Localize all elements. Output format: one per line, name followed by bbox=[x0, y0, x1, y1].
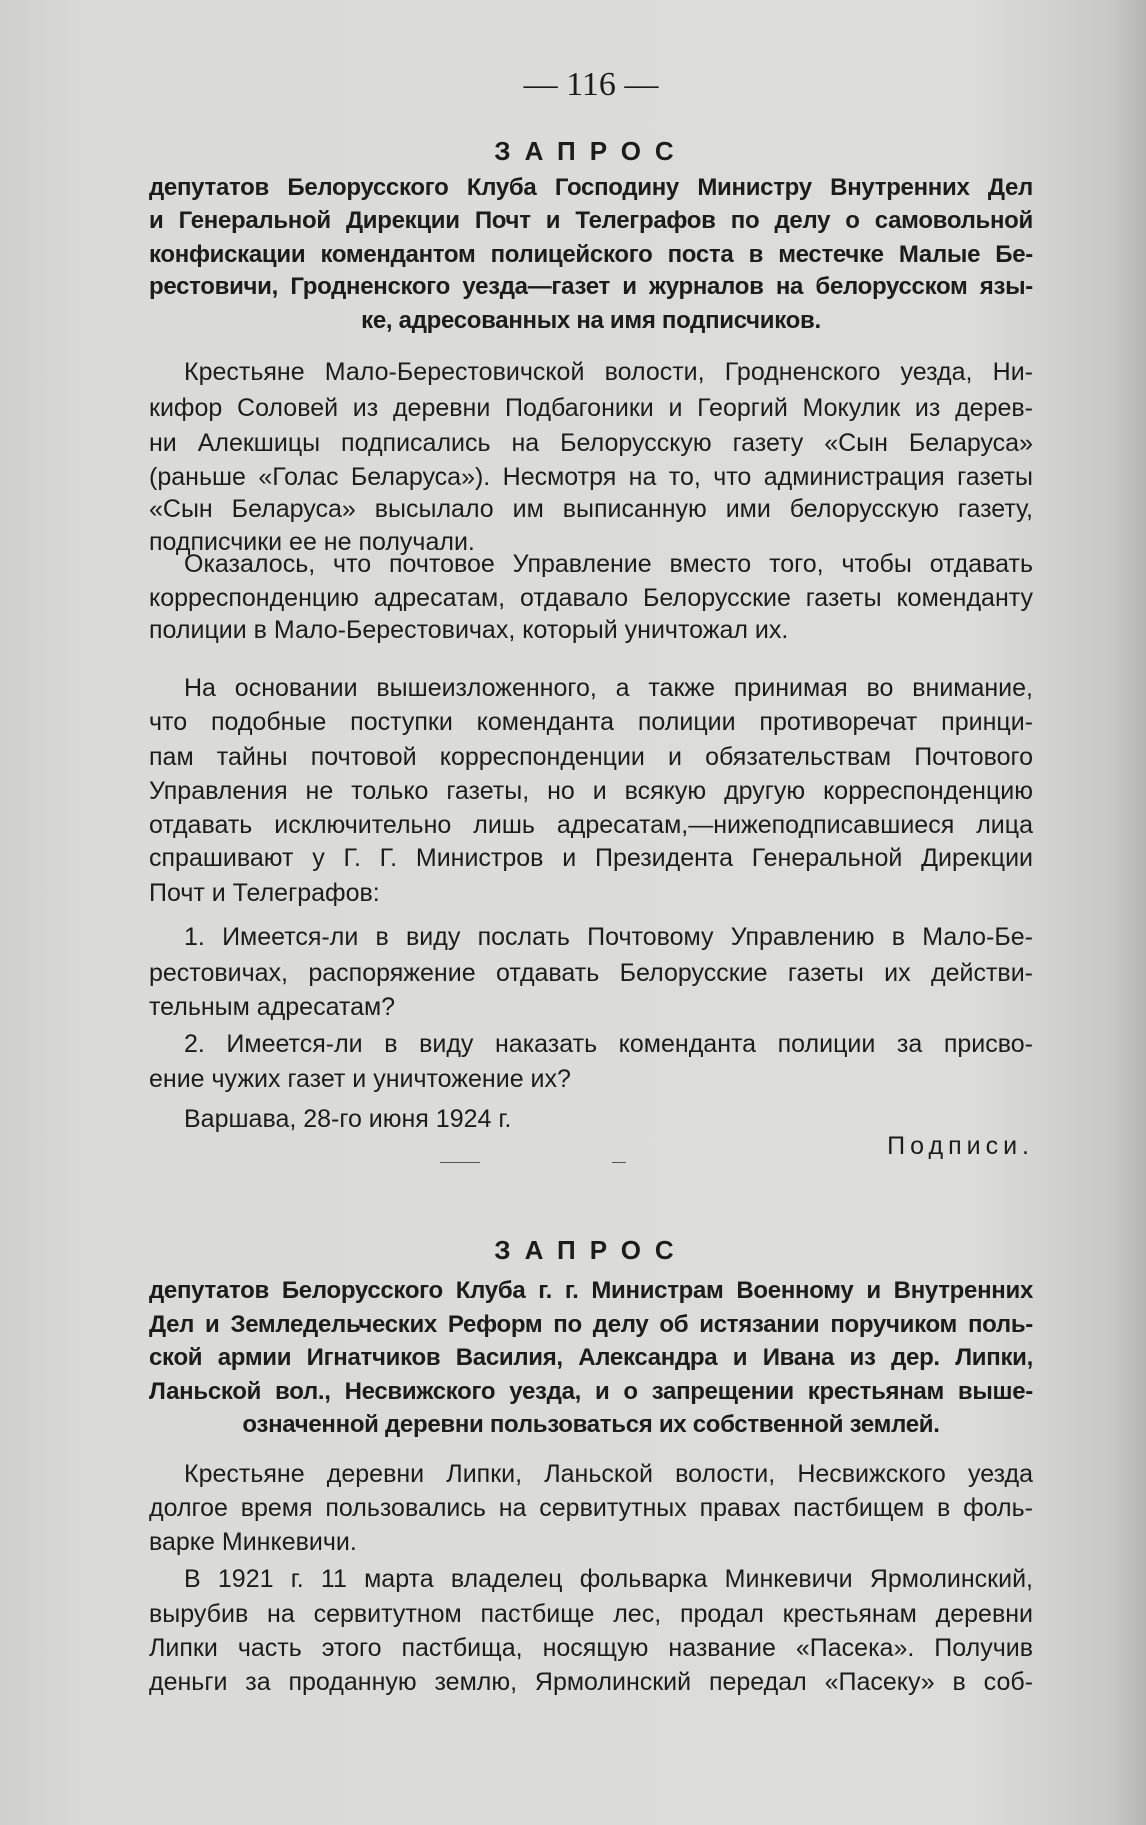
paragraph-line: Управления не только газеты, но и всякую другую корреспонденцию bbox=[149, 777, 1033, 805]
paragraph-line: ни Алекшицы подписались на Белорусскую газету «Сын Беларуса» bbox=[149, 429, 1033, 457]
date-line: Варшава, 28-го июня 1924 г. bbox=[184, 1105, 512, 1133]
section-1-heading-line: конфискации комендантом полицейского поста в местечке Малые Бе- bbox=[149, 241, 1033, 268]
paragraph-line: На основании вышеизложенного, а также принимая во внимание, bbox=[184, 674, 1033, 702]
section-2-heading-line: Ланьской вол., Несвижского уезда, и о запрещении крестьянам выше- bbox=[149, 1378, 1033, 1405]
signature: Подписи. bbox=[887, 1132, 1034, 1160]
section-2-heading-line: депутатов Белорусского Клуба г. г. Министрам Военному и Внутренних bbox=[149, 1277, 1033, 1304]
page-number: — 116 — bbox=[523, 66, 659, 103]
paragraph-line: отдавать исключительно лишь адресатам,—нижеподписавшиеся лица bbox=[149, 811, 1033, 839]
paragraph-line: Крестьяне деревни Липки, Ланьской волости, Несвижского уезда bbox=[184, 1460, 1033, 1488]
section-2-heading-line: Дел и Земледельческих Реформ по делу об истязании поручиком поль- bbox=[149, 1311, 1033, 1338]
separator bbox=[440, 1162, 480, 1163]
section-1-heading-line: и Генеральной Дирекции Почт и Телеграфов по делу о самовольной bbox=[149, 207, 1033, 234]
list-item-line: 2. Имеется-ли в виду наказать коменданта полиции за присво- bbox=[184, 1030, 1033, 1058]
paragraph-line: Крестьяне Мало-Берестовичской волости, Гродненского уезда, Ни- bbox=[184, 358, 1033, 386]
paragraph-line: корреспонденцию адресатам, отдавало Белорусские газеты коменданту bbox=[149, 584, 1033, 612]
separator bbox=[612, 1162, 626, 1163]
section-1-heading-line: рестовичи, Гродненского уезда—газет и журналов на белорусском язы- bbox=[149, 273, 1033, 300]
paragraph-line: подписчики ее не получали. bbox=[149, 528, 475, 556]
paragraph-line: спрашивают у Г. Г. Министров и Президента Генеральной Дирекции bbox=[149, 844, 1033, 872]
paragraph-line: варке Минкевичи. bbox=[149, 1528, 357, 1556]
list-item-line: рестовичах, распоряжение отдавать Белорусские газеты их действи- bbox=[149, 959, 1033, 987]
paragraph-line: кифор Соловей из деревни Подбагоники и Георгий Мокулик из дерев- bbox=[149, 394, 1033, 422]
paragraph-line: (раньше «Голас Беларуса»). Несмотря на то, что администрация газеты bbox=[149, 463, 1033, 491]
paragraph-line: полиции в Мало-Берестовичах, который уничтожал их. bbox=[149, 616, 789, 644]
paragraph-line: Липки часть этого пастбища, носящую название «Пасека». Получив bbox=[149, 1634, 1033, 1662]
paragraph-line: вырубив на сервитутном пастбище лес, продал крестьянам деревни bbox=[149, 1600, 1033, 1628]
paragraph-line: «Сын Беларуса» высылало им выписанную ими белорусскую газету, bbox=[149, 495, 1033, 523]
paragraph-line: Почт и Телеграфов: bbox=[149, 879, 380, 907]
section-2-heading-line: ской армии Игнатчиков Василия, Александра и Ивана из дер. Липки, bbox=[149, 1344, 1033, 1371]
paragraph-line: Оказалось, что почтовое Управление вместо того, чтобы отдавать bbox=[184, 550, 1033, 578]
section-1-heading-line: депутатов Белорусского Клуба Господину Министру Внутренних Дел bbox=[149, 174, 1033, 201]
list-item-line: тельным адресатам? bbox=[149, 993, 396, 1021]
list-item-line: ение чужих газет и уничтожение их? bbox=[149, 1065, 571, 1093]
section-1-title: ЗАПРОС bbox=[494, 136, 688, 166]
section-2-title: ЗАПРОС bbox=[494, 1235, 688, 1265]
paragraph-line: деньги за проданную землю, Ярмолинский передал «Пасеку» в соб- bbox=[149, 1668, 1033, 1696]
paragraph-line: В 1921 г. 11 марта владелец фольварка Минкевичи Ярмолинский, bbox=[184, 1565, 1033, 1593]
paragraph-line: пам тайны почтовой корреспонденции и обязательствам Почтового bbox=[149, 743, 1033, 771]
paragraph-line: долгое время пользовались на сервитутных правах пастбищем в фоль- bbox=[149, 1494, 1033, 1522]
section-2-heading-line: означенной деревни пользоваться их собственной землей. bbox=[242, 1411, 940, 1438]
list-item-line: 1. Имеется-ли в виду послать Почтовому Управлению в Мало-Бе- bbox=[184, 923, 1033, 951]
section-1-heading-line: ке, адресованных на имя подписчиков. bbox=[361, 307, 821, 334]
paragraph-line: что подобные поступки коменданта полиции противоречат принци- bbox=[149, 708, 1033, 736]
